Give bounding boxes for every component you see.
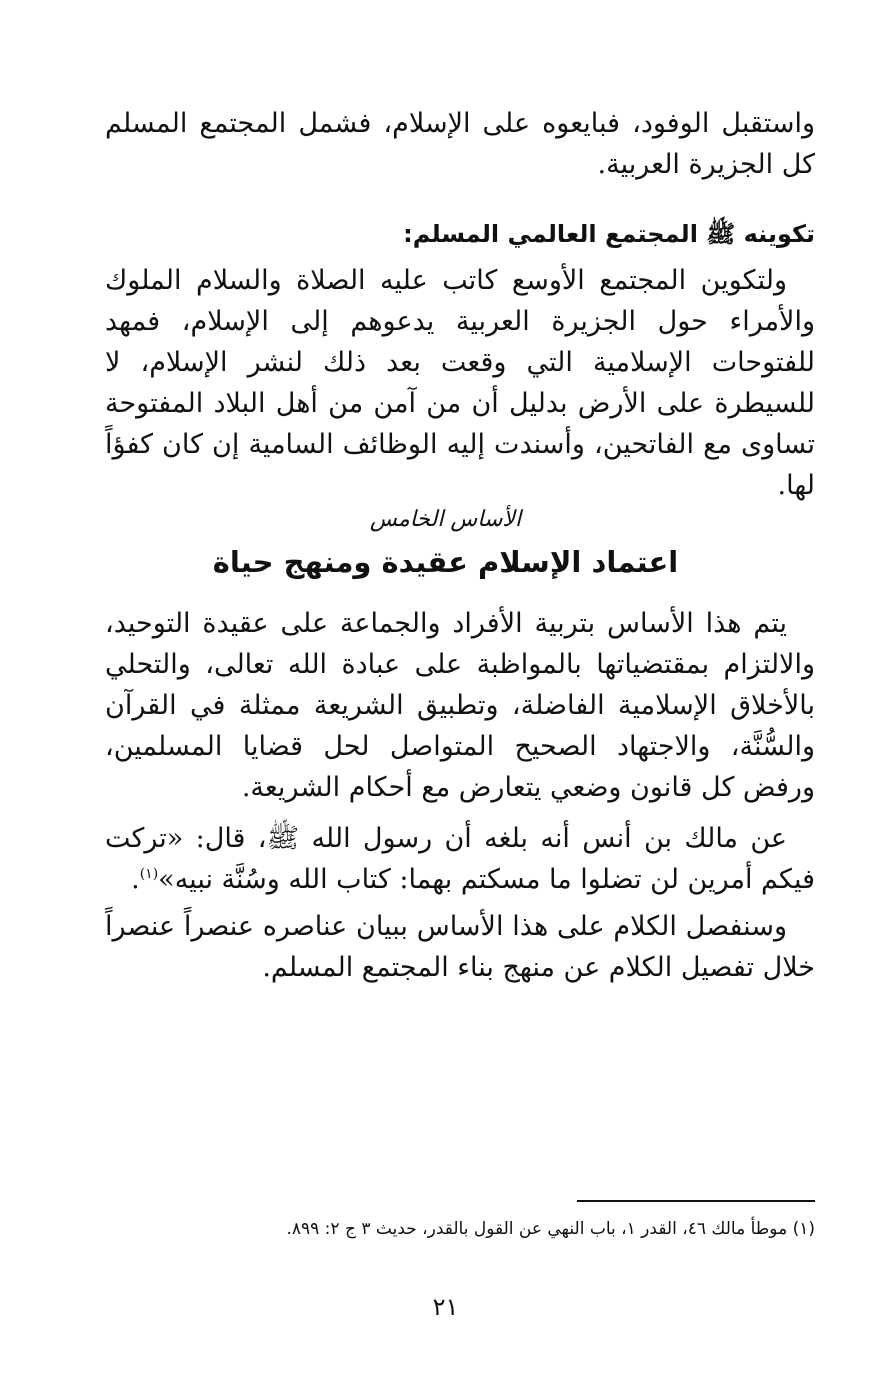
paragraph-2-text: يتم هذا الأساس بتربية الأفراد والجماعة على عقيدة التوحيد، والالتزام بمقتضياتها بالمواظبة على عبادة الله تعالى، والتحلي بالأخلاق الإسلامية الفاضلة، وتطبيق الشريعة ممثلة في القرآن والسُّنَّة، والاجتهاد الصحيح المتواصل لحل قضايا المسلمين، ورفض كل قانون وضعي يتعارض مع أحكام الشريعة. xyxy=(105,608,815,803)
footnote: (١) موطأ مالك ٤٦، القدر ١، باب النهي عن القول بالقدر، حديث ٣ ج ٢: ٨٩٩. xyxy=(286,1219,815,1239)
paragraph-hadith xyxy=(105,818,815,900)
paragraph-closing xyxy=(105,906,815,988)
page-number: ٢١ xyxy=(432,1293,459,1321)
paragraph-foundation xyxy=(105,603,815,808)
side-heading: تكوينه ﷺ المجتمع العالمي المسلم: xyxy=(403,220,815,248)
footnote-reference: (١) xyxy=(139,866,159,882)
section-title: اعتماد الإسلام عقيدة ومنهج حياة xyxy=(212,545,679,579)
intro-paragraph: واستقبل الوفود، فبايعوه على الإسلام، فشمل المجتمع المسلم كل الجزيرة العربية. xyxy=(105,108,815,180)
section-label: الأساس الخامس xyxy=(369,507,522,532)
paragraph-world-community xyxy=(105,260,815,506)
footnote-divider xyxy=(577,1200,815,1202)
paragraph-3-end: . xyxy=(131,864,140,895)
paragraph-3-text: عن مالك بن أنس أنه بلغه أن رسول الله ﷺ، قال: «تركت فيكم أمرين لن تضلوا ما مسكتم بهما: كتاب الله وسُنَّة نبيه» xyxy=(105,823,815,895)
paragraph-1-text: ولتكوين المجتمع الأوسع كاتب عليه الصلاة والسلام الملوك والأمراء حول الجزيرة العربية يدعوهم إلى الإسلام، فمهد للفتوحات الإسلامية التي وقعت بعد ذلك لنشر الإسلام، لا للسيطرة على الأرض بدليل أن من آمن من أهل البلاد المفتوحة تساوى مع الفاتحين، وأسندت إليه الوظائف السامية إن كان كفؤاً لها. xyxy=(105,265,815,501)
paragraph-4-text: وسنفصل الكلام على هذا الأساس ببيان عناصره عنصراً عنصراً خلال تفصيل الكلام عن منهج بناء المجتمع المسلم. xyxy=(105,911,815,983)
